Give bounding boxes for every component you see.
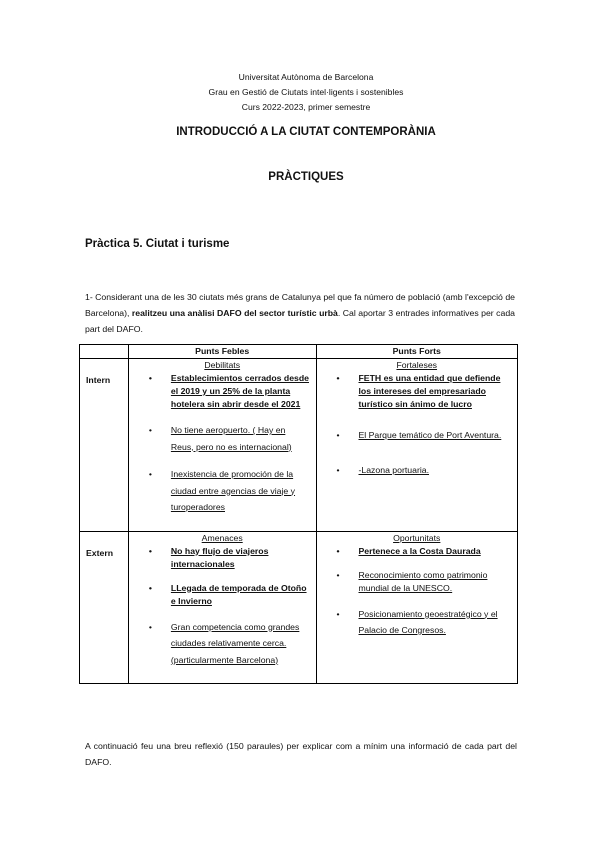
row-label-extern: Extern [80, 531, 129, 684]
debilitats-label: Debilitats [204, 360, 241, 370]
dafo-table [79, 344, 518, 684]
row-label-intern: Intern [80, 359, 129, 532]
col-header-weak: Punts Febles [128, 345, 316, 359]
course-info: Curs 2022-2023, primer semestre [241, 102, 371, 112]
list-item: • Establecimientos cerrados desde el 2019 y un 25% de la planta hotelera sin abrir desde el 2021 [129, 372, 316, 411]
amenaces-label: Amenaces [201, 532, 243, 543]
table-row-extern [80, 531, 518, 684]
list-item: • Pertenece a la Costa Daurada [317, 545, 518, 558]
page-subtitle: PRÀCTIQUES [268, 171, 344, 183]
list-item: • No hay flujo de viajeros internacionales [129, 545, 316, 571]
intro-bold: realitzeu una anàlisi DAFO del sector turístic urbà [131, 307, 338, 318]
table-row-intern [80, 359, 518, 532]
list-item: • Gran competencia como grandes ciudades relativamente cerca. (particularmente Barcelona) [129, 619, 316, 669]
degree-name: Grau en Gestió de Ciutats intel·ligents i sostenibles [208, 87, 404, 97]
oportunitats-label: Oportunitats [393, 532, 441, 543]
cell-fortaleses [316, 359, 518, 532]
table-header-row [80, 345, 518, 359]
col-header-strong: Punts Forts [316, 345, 518, 359]
empty-corner-cell [80, 345, 129, 359]
list-item: • No tiene aeropuerto. ( Hay en Reus, pero no es internacional) [129, 422, 316, 455]
cell-oportunitats [316, 531, 518, 684]
conclusion-paragraph: A continuació feu una breu reflexió (150 paraules) per explicar com a mínim una informació de cada part del DAFO. [85, 741, 517, 767]
document-header [0, 70, 600, 115]
debilitats-list [129, 372, 316, 516]
cell-amenaces [128, 531, 316, 684]
list-item: • Reconocimiento como patrimonio mundial de la UNESCO. [317, 569, 518, 595]
list-item: • LLegada de temporada de Otoño e Invierno [129, 582, 316, 608]
fortaleses-label: Fortaleses [396, 360, 438, 370]
page-title: INTRODUCCIÓ A LA CIUTAT CONTEMPORÀNIA [176, 126, 436, 138]
cell-debilitats [128, 359, 316, 532]
list-item: • Inexistencia de promoción de la ciudad entre agencias de viaje y turoperadores [129, 466, 316, 516]
fortaleses-list [317, 372, 518, 477]
amenaces-list [129, 545, 316, 669]
intro-paragraph [85, 290, 515, 337]
list-item: • FETH es una entidad que defiende los intereses del empresariado turístico sin ánimo de lucro [317, 372, 518, 411]
section-title: Pràctica 5. Ciutat i turisme [85, 238, 230, 250]
oportunitats-list [317, 545, 518, 639]
intro-part2: . Cal aportar 3 entrades informatives per cada part del DAFO. [85, 307, 515, 334]
list-item: • Posicionamiento geoestratégico y el Palacio de Congresos. [317, 606, 518, 639]
intro-part1: 1- Considerant una de les 30 ciutats més grans de Catalunya pel que fa número de població (amb l'excepció de Barcelona), [85, 292, 515, 318]
list-item: • El Parque temático de Port Aventura. [317, 429, 518, 442]
list-item: • -Lazona portuaria. [317, 464, 518, 477]
university-name: Universitat Autònoma de Barcelona [238, 72, 374, 82]
